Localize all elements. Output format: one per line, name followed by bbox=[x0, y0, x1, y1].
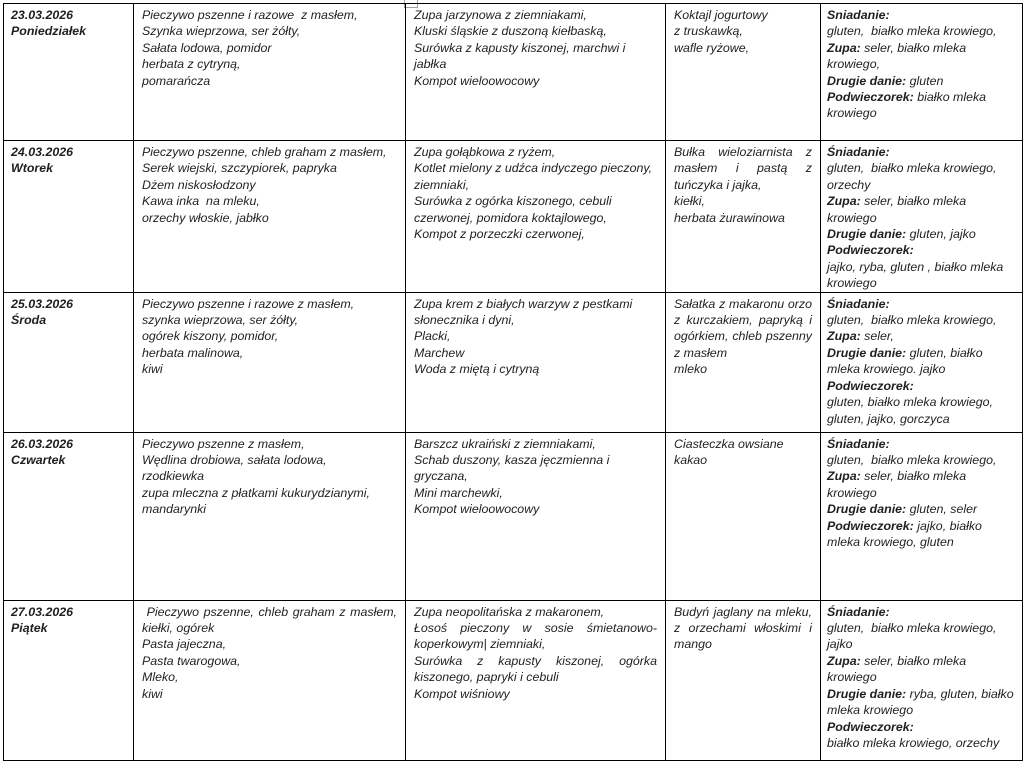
dinner-line: Kotlet mielony z udźca indyczego pieczony, bbox=[414, 161, 653, 176]
breakfast-line: Wędlina drobiowa, sałata lodowa, bbox=[142, 453, 327, 468]
dinner-line: Zupa gołąbkowa z ryżem, bbox=[414, 145, 556, 159]
allergen-line: gluten, białko mleka krowiego, bbox=[827, 24, 997, 39]
breakfast-line: Pieczywo pszenne, chleb graham z masłem, bbox=[142, 145, 387, 159]
row-date: 24.03.2026 bbox=[11, 145, 74, 159]
snack-line: kiełki, bbox=[674, 194, 705, 209]
allergen-label: Drugie danie: bbox=[827, 686, 907, 701]
snack-line: Budyń jaglany na mleku, z orzechami włoskimi i mango bbox=[674, 604, 816, 652]
dinner-line: Kompot wieloowocowy bbox=[414, 73, 540, 88]
allergen-line: Zupa: seler, białko mleka krowiego, bbox=[827, 40, 970, 72]
allergen-line: Zupa: seler, bbox=[827, 329, 894, 344]
allergen-label: Zupa: bbox=[827, 194, 861, 209]
snack-cell[interactable] bbox=[666, 141, 821, 293]
row-day: Piątek bbox=[11, 621, 48, 636]
dinner-line: słonecznika i dyni, bbox=[414, 313, 515, 328]
breakfast-line: Sałata lodowa, pomidor bbox=[142, 40, 272, 55]
snack-line: mleko bbox=[674, 362, 708, 377]
allergens-cell[interactable] bbox=[821, 432, 1023, 600]
snack-line: kakao bbox=[674, 453, 708, 468]
breakfast-line: Serek wiejski, szczypiorek, papryka bbox=[142, 161, 337, 176]
dinner-line: Zupa neopolitańska z makaronem, bbox=[414, 604, 605, 619]
dinner-line: ziemniaki, bbox=[414, 177, 470, 192]
allergen-label: Podwieczorek: bbox=[827, 90, 914, 105]
allergen-line: Drugie danie: gluten bbox=[827, 73, 944, 88]
snack-cell[interactable] bbox=[666, 292, 821, 432]
dinner-line: Woda z miętą i cytryną bbox=[414, 362, 540, 377]
dinner-line: Kompot wieloowocowy bbox=[414, 502, 540, 517]
date-day-cell[interactable] bbox=[4, 600, 134, 760]
dinner-line: Mini marchewki, bbox=[414, 485, 503, 500]
date-day-cell[interactable] bbox=[4, 432, 134, 600]
allergen-label: Śniadanie: bbox=[827, 604, 890, 619]
allergen-line: Zupa: seler, białko mleka krowiego bbox=[827, 653, 970, 685]
snack-cell[interactable] bbox=[666, 4, 821, 141]
allergen-line: gluten, białko mleka krowiego, bbox=[827, 621, 997, 636]
row-day: Środa bbox=[11, 313, 47, 328]
breakfast-line: Pieczywo pszenne z masłem, bbox=[142, 436, 305, 451]
allergen-label: Zupa: bbox=[827, 40, 861, 55]
breakfast-line: ogórek kiszony, pomidor, bbox=[142, 329, 279, 344]
allergen-line: gluten, białko mleka krowiego, bbox=[827, 161, 997, 176]
dinner-line: Surówka z kapusty kiszonej, ogórka kiszonego, papryki i cebuli bbox=[414, 653, 661, 685]
breakfast-line: kiwi bbox=[142, 362, 163, 377]
allergen-line: gluten, jajko, gorczyca bbox=[827, 411, 950, 426]
breakfast-line: herbata malinowa, bbox=[142, 345, 244, 360]
breakfast-cell[interactable] bbox=[134, 4, 406, 141]
allergen-line: Zupa: seler, białko mleka krowiego bbox=[827, 469, 970, 500]
dinner-line: czerwonej, pomidora koktajlowego, bbox=[414, 210, 607, 225]
dinner-line: Marchew bbox=[414, 345, 465, 360]
date-day-cell[interactable] bbox=[4, 4, 134, 141]
breakfast-line: mandarynki bbox=[142, 502, 207, 517]
breakfast-line: Pieczywo pszenne i razowe z masłem, bbox=[142, 296, 355, 311]
allergen-label: Zupa: bbox=[827, 329, 861, 344]
allergen-label: Śniadanie: bbox=[827, 296, 890, 311]
table-row bbox=[4, 600, 1023, 760]
allergen-line bbox=[827, 242, 1017, 258]
dinner-line: Zupa jarzynowa z ziemniakami, bbox=[414, 8, 587, 22]
breakfast-line: pomarańcza bbox=[142, 73, 211, 88]
breakfast-cell[interactable] bbox=[134, 292, 406, 432]
breakfast-line: Pasta jajeczna, bbox=[142, 637, 227, 652]
allergen-line: Podwieczorek: jajko, białko mleka krowiego, gluten bbox=[827, 518, 986, 550]
snack-cell[interactable] bbox=[666, 600, 821, 760]
breakfast-line: Pasta twarogowa, bbox=[142, 653, 241, 668]
snack-cell[interactable] bbox=[666, 432, 821, 600]
allergen-label: Sniadanie: bbox=[827, 8, 890, 22]
dinner-line: Kluski śląskie z duszoną kiełbaską, bbox=[414, 24, 607, 39]
dinner-line: Łosoś pieczony w sosie śmietanowo-koperkowym| ziemniaki, bbox=[414, 621, 657, 652]
allergen-label: Podwieczorek: bbox=[827, 719, 914, 734]
breakfast-line: orzechy włoskie, jabłko bbox=[142, 210, 269, 225]
allergen-line bbox=[827, 296, 1017, 312]
allergen-label: Drugie danie: bbox=[827, 73, 907, 88]
breakfast-line: herbata z cytryną, bbox=[142, 57, 241, 72]
breakfast-cell[interactable] bbox=[134, 432, 406, 600]
dinner-cell[interactable] bbox=[406, 141, 666, 293]
allergen-line: orzechy bbox=[827, 177, 871, 192]
allergen-line: gluten, białko mleka krowiego, bbox=[827, 313, 997, 328]
row-day: Czwartek bbox=[11, 453, 66, 468]
allergen-line: gluten, białko mleka krowiego, bbox=[827, 395, 993, 410]
dinner-line: Surówka z ogórka kiszonego, cebuli bbox=[414, 194, 612, 209]
snack-line: z truskawką, bbox=[674, 24, 743, 39]
allergen-line bbox=[827, 7, 1017, 23]
allergen-line: Zupa: seler, białko mleka krowiego bbox=[827, 194, 970, 225]
allergen-line: Drugie danie: gluten, seler bbox=[827, 502, 978, 517]
allergens-cell[interactable] bbox=[821, 292, 1023, 432]
breakfast-line: szynka wieprzowa, ser żółty, bbox=[142, 313, 299, 328]
snack-line: Ciasteczka owsiane bbox=[674, 436, 784, 451]
snack-line: Sałatka z makaronu orzo z kurczakiem, papryką i ogórkiem, chleb pszenny z masłem bbox=[674, 296, 816, 360]
dinner-line: Surówka z kapusty kiszonej, marchwi i jabłka bbox=[414, 40, 629, 72]
allergen-line bbox=[827, 144, 1017, 160]
dinner-cell[interactable] bbox=[406, 600, 666, 760]
breakfast-line: kiwi bbox=[142, 686, 163, 701]
dinner-cell[interactable] bbox=[406, 4, 666, 141]
allergen-line: jajko, ryba, gluten , białko mleka krowiego bbox=[827, 259, 1007, 291]
allergen-line: jajko bbox=[827, 637, 853, 652]
allergens-cell[interactable] bbox=[821, 600, 1023, 760]
row-date: 27.03.2026 bbox=[11, 604, 74, 619]
dinner-cell[interactable] bbox=[406, 292, 666, 432]
allergen-label: Podwieczorek: bbox=[827, 378, 914, 393]
allergen-line bbox=[827, 436, 1017, 452]
menu-table-body bbox=[4, 4, 1023, 761]
allergen-label: Podwieczorek: bbox=[827, 243, 914, 258]
breakfast-line: zupa mleczna z płatkami kukurydzianymi, bbox=[142, 485, 370, 500]
snack-line: Koktajl jogurtowy bbox=[674, 8, 768, 22]
table-row bbox=[4, 141, 1023, 293]
row-day: Wtorek bbox=[11, 161, 53, 176]
allergen-label: Zupa: bbox=[827, 469, 861, 484]
allergen-label: Śniadanie: bbox=[827, 436, 890, 451]
allergen-line: Drugie danie: gluten, białko mleka krowiego. jajko bbox=[827, 345, 987, 377]
allergen-line bbox=[827, 378, 1017, 394]
snack-line: Bułka wieloziarnista z masłem i pastą z tuńczyka i jajka, bbox=[674, 145, 816, 192]
allergen-line: Drugie danie: gluten, jajko bbox=[827, 227, 976, 242]
breakfast-line: Mleko, bbox=[142, 670, 179, 685]
allergen-line: gluten, białko mleka krowiego, bbox=[827, 453, 997, 468]
dinner-line: Barszcz ukraiński z ziemniakami, bbox=[414, 436, 596, 451]
dinner-line: Kompot z porzeczki czerwonej, bbox=[414, 227, 585, 242]
date-day-cell[interactable] bbox=[4, 292, 134, 432]
allergen-label: Podwieczorek: bbox=[827, 518, 914, 533]
allergen-line: Podwieczorek: białko mleka krowiego bbox=[827, 90, 990, 121]
snack-line: wafle ryżowe, bbox=[674, 40, 750, 55]
breakfast-line: Pieczywo pszenne, chleb graham z masłem, kiełki, ogórek bbox=[142, 604, 401, 636]
breakfast-line: Pieczywo pszenne i razowe z masłem, bbox=[142, 8, 358, 22]
dinner-line: Schab duszony, kasza jęczmienna i gryczana, bbox=[414, 453, 613, 484]
date-day-cell[interactable] bbox=[4, 141, 134, 293]
breakfast-line: Dżem niskosłodzony bbox=[142, 177, 256, 192]
breakfast-line: rzodkiewka bbox=[142, 469, 204, 484]
row-day: Poniedziałek bbox=[11, 24, 87, 39]
dinner-line: Placki, bbox=[414, 329, 451, 344]
breakfast-line: Szynka wieprzowa, ser żółty, bbox=[142, 24, 301, 39]
allergens-cell[interactable] bbox=[821, 4, 1023, 141]
menu-table bbox=[3, 3, 1023, 761]
allergen-line: Drugie danie: ryba, gluten, białko mleka krowiego bbox=[827, 686, 1018, 718]
dinner-cell[interactable] bbox=[406, 432, 666, 600]
table-row bbox=[4, 4, 1023, 141]
table-row bbox=[4, 292, 1023, 432]
row-date: 25.03.2026 bbox=[11, 296, 74, 311]
allergen-label: Zupa: bbox=[827, 653, 861, 668]
dinner-line: Zupa krem z białych warzyw z pestkami bbox=[414, 296, 633, 311]
dinner-line: Kompot wiśniowy bbox=[414, 686, 510, 701]
allergen-label: Drugie danie: bbox=[827, 502, 907, 517]
allergen-line bbox=[827, 604, 1017, 620]
snack-line: herbata żurawinowa bbox=[674, 210, 785, 225]
allergen-label: Drugie danie: bbox=[827, 227, 907, 242]
breakfast-line: Kawa inka na mleku, bbox=[142, 194, 260, 209]
allergen-label: Śniadanie: bbox=[827, 145, 890, 159]
row-date: 26.03.2026 bbox=[11, 436, 74, 451]
table-row bbox=[4, 432, 1023, 600]
breakfast-cell[interactable] bbox=[134, 141, 406, 293]
allergen-line bbox=[827, 719, 1017, 735]
allergens-cell[interactable] bbox=[821, 141, 1023, 293]
breakfast-cell[interactable] bbox=[134, 600, 406, 760]
allergen-line: białko mleka krowiego, orzechy bbox=[827, 735, 1000, 750]
allergen-label: Drugie danie: bbox=[827, 345, 907, 360]
row-date: 23.03.2026 bbox=[11, 8, 74, 22]
